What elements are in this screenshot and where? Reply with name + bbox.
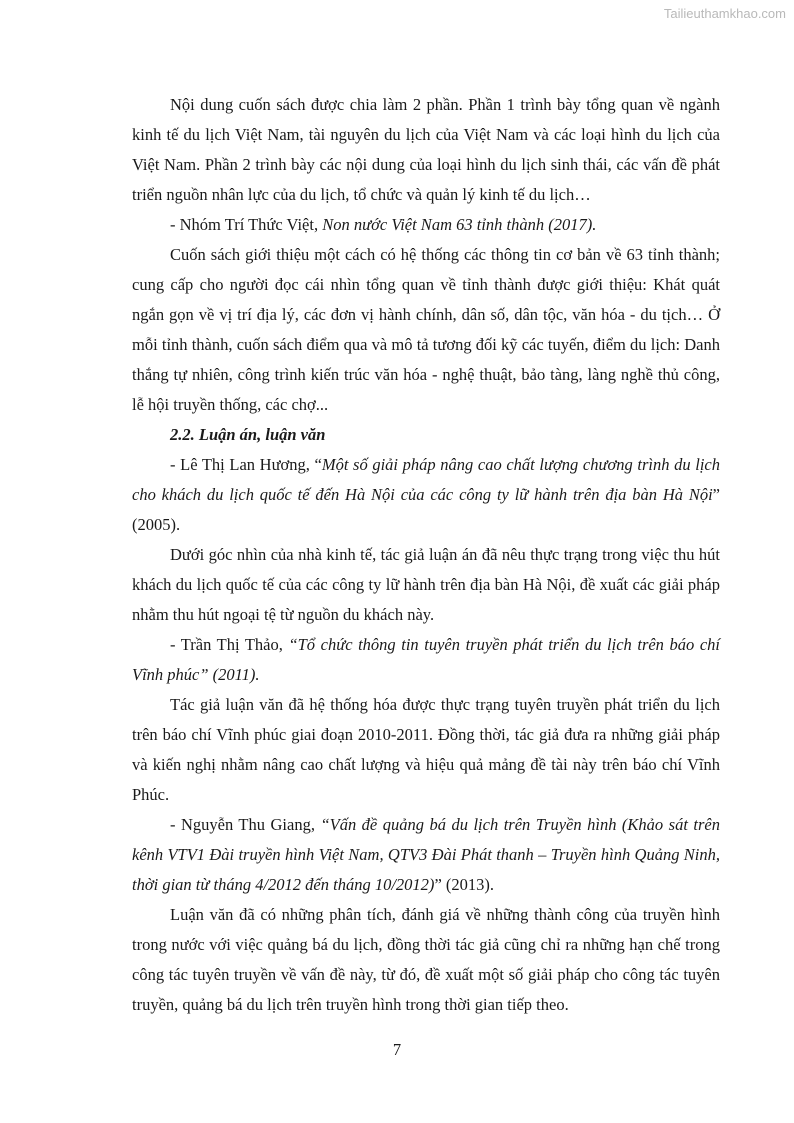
document-body: [132, 90, 720, 1020]
reference-title: Non nước Việt Nam 63 tỉnh thành (2017).: [322, 215, 597, 234]
reference-author: - Trần Thị Thảo,: [170, 635, 289, 654]
paragraph-thesis-vinh-phuc: Tác giả luận văn đã hệ thống hóa được thực trạng tuyên truyền phát triển du lịch trên báo chí Vĩnh phúc giai đoạn 2010-2011. Đồng thời, tác giả đưa ra những giải pháp và kiến nghị nhằm nâng cao chất lượng và hiệu quả mảng đề tài này trên báo chí Vĩnh Phúc.: [132, 695, 720, 804]
reference-nhom-tri-thuc-viet: [132, 210, 720, 240]
reference-le-thi-lan-huong: [132, 450, 720, 540]
paragraph-tv-promotion: Luận văn đã có những phân tích, đánh giá về những thành công của truyền hình trong nước với việc quảng bá du lịch, đồng thời tác giả cũng chỉ ra những hạn chế trong công tác tuyên truyền về vấn đề này, từ đó, đề xuất một số giải pháp cho công tác tuyên truyền, quảng bá du lịch trên truyền hình trong thời gian tiếp theo.: [132, 905, 720, 1014]
section-heading: 2.2. Luận án, luận văn: [170, 425, 326, 444]
reference-author: - Lê Thị Lan Hương, “: [170, 455, 322, 474]
reference-title: “Tổ chức thông tin tuyên truyền phát triển du lịch trên báo chí Vĩnh phúc” (2011).: [132, 635, 720, 684]
reference-tran-thi-thao: [132, 630, 720, 690]
reference-author: - Nhóm Trí Thức Việt,: [170, 215, 323, 234]
watermark: Tailieuthamkhao.com: [663, 6, 786, 21]
reference-author: - Nguyễn Thu Giang,: [170, 815, 321, 834]
reference-year: ” (2013).: [434, 875, 495, 894]
reference-year: ” (2005).: [132, 485, 720, 534]
paragraph-book-summary: Nội dung cuốn sách được chia làm 2 phần. Phần 1 trình bày tổng quan về ngành kinh tế du lịch Việt Nam, tài nguyên du lịch của Việt Nam và các loại hình du lịch của Việt Nam. Phần 2 trình bày các nội dung của loại hình du lịch sinh thái, các vấn đề phát triển nguồn nhân lực của du lịch, tổ chức và quản lý kinh tế du lịch…: [132, 95, 720, 204]
paragraph-economist-view: Dưới góc nhìn của nhà kinh tế, tác giả luận án đã nêu thực trạng trong việc thu hút khách du lịch quốc tế của các công ty lữ hành trên địa bàn Hà Nội, đề xuất các giải pháp nhằm thu hút ngoại tệ từ nguồn du khách này.: [132, 545, 720, 624]
reference-title: Một số giải pháp nâng cao chất lượng chương trình du lịch cho khách du lịch quốc tế đến Hà Nội của các công ty lữ hành trên địa bàn Hà Nội: [132, 455, 721, 504]
page-number: 7: [392, 1040, 402, 1059]
reference-title: “Vấn đề quảng bá du lịch trên Truyền hình (Khảo sát trên kênh VTV1 Đài truyền hình Việt Nam, QTV3 Đài Phát thanh – Truyền hình Quảng Ninh, thời gian từ tháng 4/2012 đến tháng 10/2012): [132, 815, 720, 894]
paragraph-63-provinces: Cuốn sách giới thiệu một cách có hệ thống các thông tin cơ bản về 63 tỉnh thành; cung cấp cho người đọc cái nhìn tổng quan về tỉnh thành được giới thiệu: Khát quát ngắn gọn về vị trí địa lý, các đơn vị hành chính, dân số, dân tộc, văn hóa - du tịch… Ở mỗi tỉnh thành, cuốn sách điểm qua và mô tả tương đối kỹ các tuyến, điểm du lịch: Danh thắng tự nhiên, công trình kiến trúc văn hóa - nghệ thuật, bảo tàng, làng nghề thủ công, lễ hội truyền thống, các chợ...: [132, 245, 720, 414]
reference-nguyen-thu-giang: [132, 810, 720, 900]
